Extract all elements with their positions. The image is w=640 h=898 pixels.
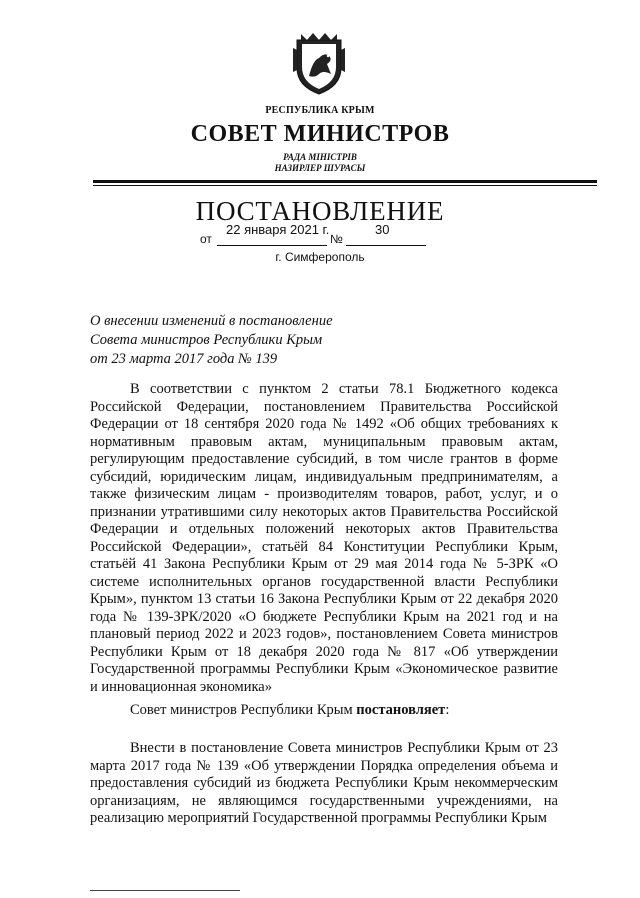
decree-date: 22 января 2021 г. bbox=[226, 222, 330, 237]
footer-rule bbox=[90, 890, 240, 891]
decree-date-number-line bbox=[200, 222, 440, 248]
council-name-crimean-tatar: НАЗИРЛЕР ШУРАСЫ bbox=[274, 163, 366, 173]
resolves-colon: : bbox=[445, 702, 450, 718]
decree-subject bbox=[90, 312, 390, 369]
decree-city: г. Симферополь bbox=[275, 250, 365, 264]
subject-line: О внесении изменений в постановление bbox=[90, 313, 333, 329]
resolves-text: Совет министров Республики Крым bbox=[130, 702, 357, 718]
preamble-text: В соответствии с пунктом 2 статьи 78.1 Бюджетного кодекса Российской Федерации, постановлением Правительства Российской Федерации от 18 сентября 2020 года № 1492 «Об общих требованиях к нормативным правовым актам, муниципальным правовым актам, регулирующим предоставление субсидий, в том числе грантов в форме субсидий, юридическим лицам, индивидуальным предпринимателям, а также физическим лицам - производителям товаров, работ, услуг, и о признании утратившими силу некоторых актов Правительства Российской Федерации и отдельных положений некоторых актов Правительства Российской Федерации», статьёй 84 Конституции Республики Крым, статьёй 41 Закона Республики Крым от 29 мая 2014 года № 5-ЗРК «О системе исполнительных органов государственной власти Республики Крым», пунктом 13 статьи 16 Закона Республики Крым от 22 декабря 2020 года № 139-ЗРК/2020 «О бюджете Республики Крым на 2021 год и на плановый период 2022 и 2023 годов», постановлением Совета министров Республики Крым от 18 декабря 2020 года № 817 «Об утверждении Государственной программы Республики Крым «Экономическое развитие и инновационная экономика» bbox=[90, 381, 558, 695]
decree-number: 30 bbox=[375, 222, 390, 237]
number-prefix: № bbox=[330, 232, 343, 246]
resolves-keyword: постановляет bbox=[356, 702, 446, 718]
republic-name: РЕСПУБЛИКА КРЫМ bbox=[265, 105, 375, 116]
amendment-paragraph bbox=[90, 740, 558, 828]
document-type-title: ПОСТАНОВЛЕНИЕ bbox=[195, 196, 445, 226]
resolves-paragraph bbox=[90, 702, 558, 720]
subject-line: от 23 марта 2017 года № 139 bbox=[90, 351, 278, 367]
crimea-coat-of-arms-icon bbox=[289, 30, 349, 96]
subject-line: Совета министров Республики Крым bbox=[90, 332, 323, 348]
header-divider-thin bbox=[93, 185, 597, 186]
council-name: СОВЕТ МИНИСТРОВ bbox=[190, 121, 450, 147]
preamble-paragraph bbox=[90, 381, 558, 696]
date-underline bbox=[217, 245, 327, 246]
header-divider-thick bbox=[93, 180, 597, 183]
date-prefix: от bbox=[200, 232, 212, 246]
amendment-text: Внести в постановление Совета министров Республики Крым от 23 марта 2017 года № 139 «Об утверждении Порядка определения объема и предоставления субсидий из бюджета Республики Крым некоммерческим организациям, не являющимся государственными учреждениями, на реализацию мероприятий Государственной программы Республики Крым bbox=[90, 740, 558, 826]
number-underline bbox=[346, 245, 426, 246]
council-name-ukrainian: РАДА МІНІСТРІВ bbox=[283, 152, 357, 162]
